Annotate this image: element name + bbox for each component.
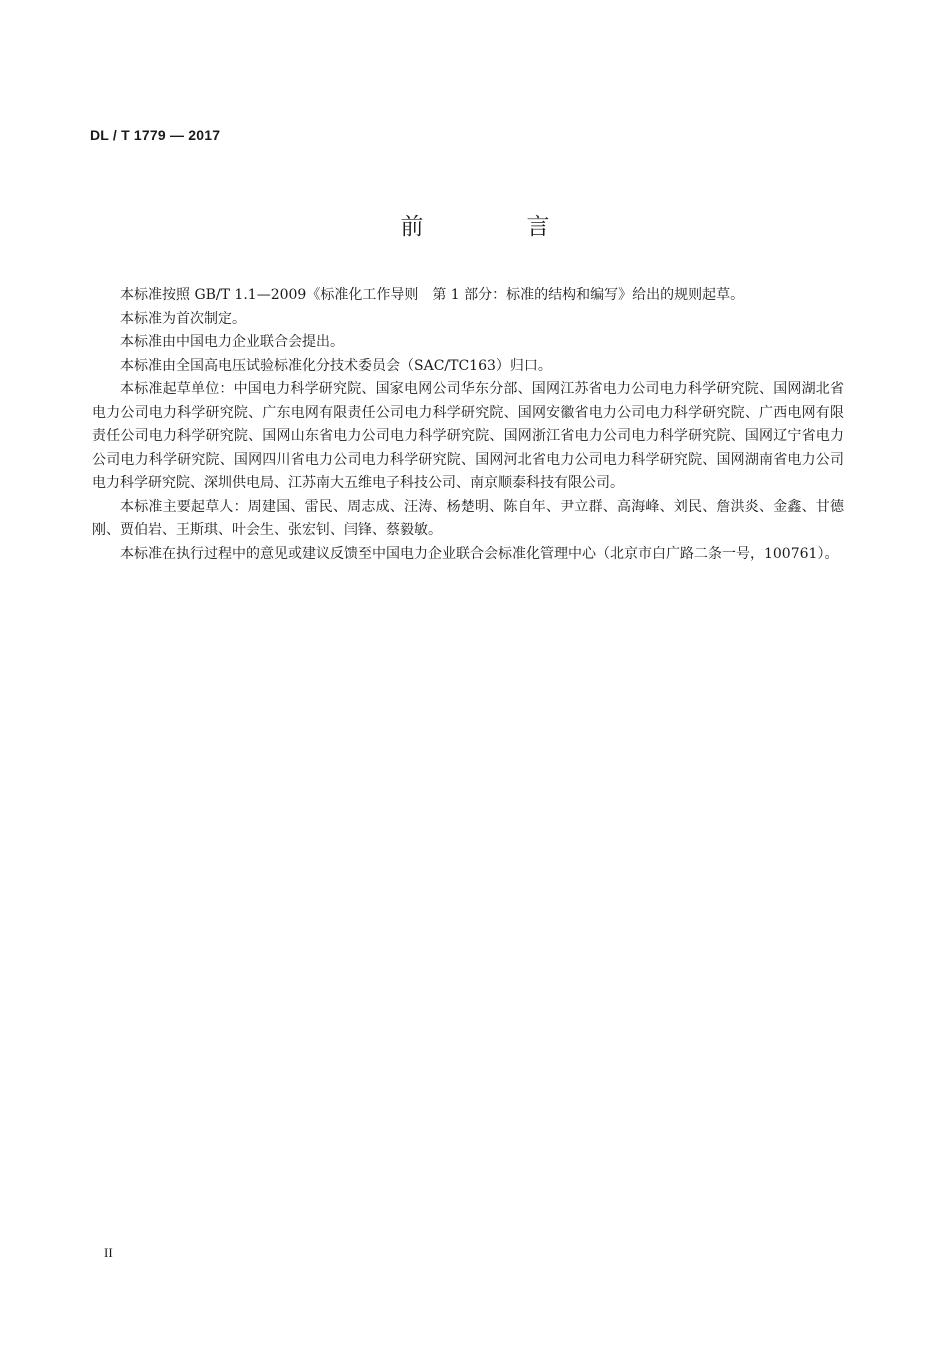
paragraph-feedback: 本标准在执行过程中的意见或建议反馈至中国电力企业联合会标准化管理中心（北京市白广路二条一号，100761）。 — [120, 545, 839, 562]
paragraph-first-edition: 本标准为首次制定。 — [120, 310, 246, 327]
paragraph-drafting-rules: 本标准按照 GB/T 1.1—2009《标准化工作导则 第 1 部分：标准的结构和编写》给出的规则起草。 — [120, 287, 745, 303]
paragraph-main-drafters: 本标准主要起草人：周建国、雷民、周志成、汪涛、杨楚明、陈自年、尹立群、高海峰、刘民、詹洪炎、金鑫、甘德刚、贾伯岩、王斯琪、叶会生、张宏钊、闫锋、蔡毅敏。 — [92, 498, 844, 538]
standard-code-header: DL / T 1779 — 2017 — [90, 127, 221, 143]
paragraph-proposer: 本标准由中国电力企业联合会提出。 — [120, 334, 344, 350]
page-title: 前 言 — [400, 214, 590, 240]
paragraph-committee: 本标准由全国高电压试验标准化分技术委员会（SAC/TC163）归口。 — [120, 357, 552, 374]
foreword-body — [92, 284, 844, 566]
page-number: II — [104, 1245, 113, 1260]
paragraph-drafting-units: 本标准起草单位：中国电力科学研究院、国家电网公司华东分部、国网江苏省电力公司电力科学研究院、国网湖北省电力公司电力科学研究院、广东电网有限责任公司电力科学研究院、国网安徽省电力公司电力科学研究院、广西电网有限责任公司电力科学研究院、国网山东省电力公司电力科学研究院、国网浙江省电力公司电力科学研究院、国网辽宁省电力公司电力科学研究院、国网四川省电力公司电力科学研究院、国网河北省电力公司电力科学研究院、国网湖南省电力公司电力科学研究院、深圳供电局、江苏南大五维电子科技公司、南京顺泰科技有限公司。 — [92, 381, 844, 491]
